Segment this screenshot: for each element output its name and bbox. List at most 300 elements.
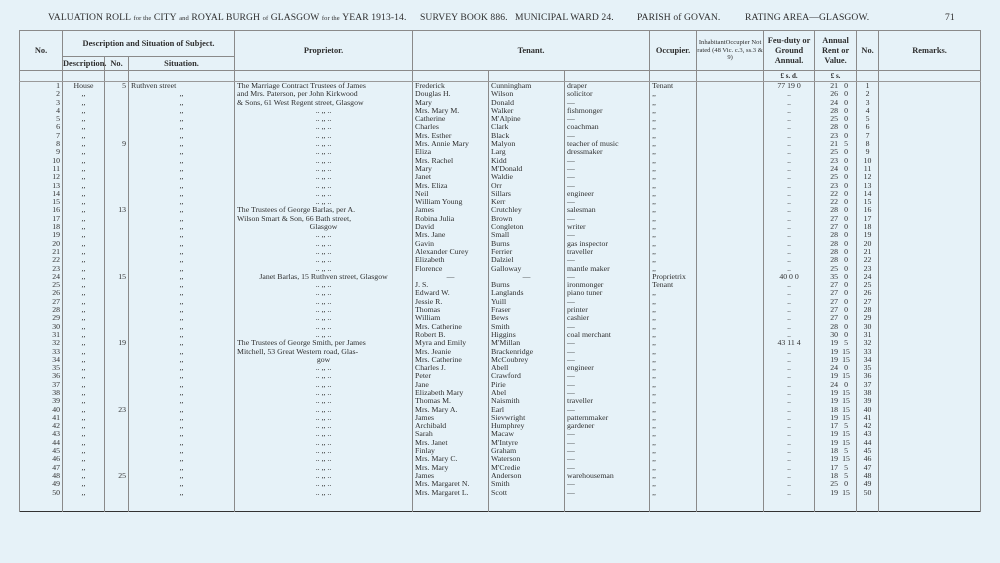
inhabitant-occupier bbox=[697, 140, 764, 148]
inhabitant-occupier bbox=[697, 256, 764, 264]
annual-rent bbox=[815, 422, 857, 430]
row-number: 26 bbox=[20, 289, 63, 297]
tenant-occupation: — bbox=[565, 215, 650, 223]
rent-pounds: 24 bbox=[830, 98, 839, 107]
rent-pounds: 24 bbox=[830, 364, 839, 373]
tenant-first-name: Mrs. Eliza bbox=[413, 182, 489, 190]
situation: ,, bbox=[129, 348, 235, 356]
row-number: 28 bbox=[20, 306, 63, 314]
annual-rent bbox=[815, 381, 857, 389]
situation: ,, bbox=[129, 306, 235, 314]
annual-rent bbox=[815, 165, 857, 173]
rent-pounds: 28 bbox=[830, 322, 839, 331]
tenant-surname: Cunningham bbox=[489, 82, 565, 91]
tenant-occupation: — bbox=[565, 165, 650, 173]
annual-rent bbox=[815, 198, 857, 206]
rent-pounds: 19 bbox=[830, 372, 839, 381]
row-number: 25 bbox=[20, 281, 63, 289]
tenant-surname: Sillars bbox=[489, 190, 565, 198]
inhabitant-occupier bbox=[697, 455, 764, 463]
row-number-right: 42 bbox=[857, 422, 879, 430]
situation: ,, bbox=[129, 314, 235, 322]
row-number-right: 3 bbox=[857, 99, 879, 107]
feu-duty: .. bbox=[764, 472, 815, 480]
occupier: ,, bbox=[650, 265, 697, 273]
row-number: 30 bbox=[20, 323, 63, 331]
description: ,, bbox=[63, 464, 105, 472]
tenant-surname: Black bbox=[489, 132, 565, 140]
rent-shillings: 0 bbox=[844, 173, 849, 182]
table-row bbox=[20, 447, 981, 455]
annual-rent bbox=[815, 430, 857, 438]
tenant-occupation: — bbox=[565, 115, 650, 123]
inhabitant-occupier bbox=[697, 190, 764, 198]
description: ,, bbox=[63, 123, 105, 131]
remarks bbox=[879, 132, 981, 140]
rent-shillings: 15 bbox=[842, 372, 850, 381]
situation: ,, bbox=[129, 265, 235, 273]
tenant-surname: Naismith bbox=[489, 397, 565, 405]
feu-duty: .. bbox=[764, 107, 815, 115]
description: ,, bbox=[63, 198, 105, 206]
row-number: 7 bbox=[20, 132, 63, 140]
occupier: ,, bbox=[650, 190, 697, 198]
annual-rent bbox=[815, 356, 857, 364]
remarks bbox=[879, 99, 981, 107]
tenant-surname: Abel bbox=[489, 389, 565, 397]
situation: ,, bbox=[129, 182, 235, 190]
tenant-first-name: Archibald bbox=[413, 422, 489, 430]
tenant-occupation: dressmaker bbox=[565, 148, 650, 156]
rent-shillings: 0 bbox=[844, 480, 849, 489]
street-number: 23 bbox=[105, 406, 129, 414]
tenant-occupation: — bbox=[565, 298, 650, 306]
proprietor: .. ,, .. bbox=[235, 231, 413, 239]
tenant-first-name: Jane bbox=[413, 381, 489, 389]
proprietor: .. ,, .. bbox=[235, 455, 413, 463]
table-row bbox=[20, 331, 981, 339]
annual-rent bbox=[815, 148, 857, 156]
remarks bbox=[879, 430, 981, 438]
situation: ,, bbox=[129, 381, 235, 389]
tenant-first-name: Frederick bbox=[413, 82, 489, 91]
proprietor: .. ,, .. bbox=[235, 314, 413, 322]
tenant-occupation: engineer bbox=[565, 190, 650, 198]
rent-shillings: 15 bbox=[842, 455, 850, 464]
rent-pounds: 21 bbox=[830, 81, 839, 90]
inhabitant-occupier bbox=[697, 240, 764, 248]
annual-rent bbox=[815, 107, 857, 115]
rent-shillings: 0 bbox=[844, 156, 849, 165]
tenant-first-name: James bbox=[413, 472, 489, 480]
row-number: 20 bbox=[20, 240, 63, 248]
row-number-right: 35 bbox=[857, 364, 879, 372]
rent-shillings: 15 bbox=[842, 488, 850, 497]
row-number: 42 bbox=[20, 422, 63, 430]
street-number: 9 bbox=[105, 140, 129, 148]
table-row bbox=[20, 372, 981, 380]
street-number bbox=[105, 173, 129, 181]
row-number: 10 bbox=[20, 157, 63, 165]
street-number bbox=[105, 115, 129, 123]
proprietor: gow bbox=[235, 356, 413, 364]
row-number-right: 20 bbox=[857, 240, 879, 248]
rent-pounds: 23 bbox=[830, 131, 839, 140]
feu-duty: .. bbox=[764, 248, 815, 256]
tenant-first-name: Robina Julia bbox=[413, 215, 489, 223]
rent-pounds: 19 bbox=[830, 339, 839, 348]
street-number bbox=[105, 289, 129, 297]
rent-pounds: 27 bbox=[830, 297, 839, 306]
proprietor: .. ,, .. bbox=[235, 190, 413, 198]
annual-rent bbox=[815, 455, 857, 463]
tenant-first-name: Mrs. Jeanie bbox=[413, 348, 489, 356]
title-part: for the bbox=[133, 15, 152, 22]
occupier: Proprietrix bbox=[650, 273, 697, 281]
row-number: 5 bbox=[20, 115, 63, 123]
annual-rent bbox=[815, 439, 857, 447]
inhabitant-occupier bbox=[697, 198, 764, 206]
situation: ,, bbox=[129, 140, 235, 148]
rent-pounds: 25 bbox=[830, 148, 839, 157]
table-row bbox=[20, 215, 981, 223]
rent-shillings: 15 bbox=[842, 430, 850, 439]
annual-rent bbox=[815, 123, 857, 131]
street-number bbox=[105, 157, 129, 165]
description: ,, bbox=[63, 430, 105, 438]
tenant-surname: Malyon bbox=[489, 140, 565, 148]
proprietor: .. ,, .. bbox=[235, 165, 413, 173]
proprietor: .. ,, .. bbox=[235, 256, 413, 264]
situation: ,, bbox=[129, 190, 235, 198]
feu-duty: .. bbox=[764, 364, 815, 372]
proprietor: Glasgow bbox=[235, 223, 413, 231]
street-number bbox=[105, 314, 129, 322]
page-number: 71 bbox=[945, 12, 955, 23]
inhabitant-occupier bbox=[697, 148, 764, 156]
description: ,, bbox=[63, 447, 105, 455]
remarks bbox=[879, 489, 981, 512]
rent-pounds: 19 bbox=[830, 438, 839, 447]
feu-duty: .. bbox=[764, 182, 815, 190]
situation: ,, bbox=[129, 215, 235, 223]
table-row bbox=[20, 422, 981, 430]
street-number bbox=[105, 381, 129, 389]
street-number bbox=[105, 99, 129, 107]
row-number-right: 11 bbox=[857, 165, 879, 173]
occupier: ,, bbox=[650, 132, 697, 140]
rent-units: £ s. bbox=[815, 71, 857, 82]
table-row bbox=[20, 123, 981, 131]
col-description: Description. bbox=[63, 57, 105, 71]
street-number bbox=[105, 215, 129, 223]
rent-pounds: 18 bbox=[830, 405, 839, 414]
proprietor: .. ,, .. bbox=[235, 480, 413, 488]
table-row bbox=[20, 165, 981, 173]
occupier: ,, bbox=[650, 206, 697, 214]
remarks bbox=[879, 182, 981, 190]
rent-shillings: 0 bbox=[844, 223, 849, 232]
tenant-surname: Anderson bbox=[489, 472, 565, 480]
feu-duty: .. bbox=[764, 489, 815, 512]
proprietor: .. ,, .. bbox=[235, 331, 413, 339]
tenant-occupation: — bbox=[565, 406, 650, 414]
remarks bbox=[879, 148, 981, 156]
proprietor: .. ,, .. bbox=[235, 298, 413, 306]
occupier: ,, bbox=[650, 439, 697, 447]
annual-rent bbox=[815, 223, 857, 231]
remarks bbox=[879, 115, 981, 123]
street-number bbox=[105, 132, 129, 140]
tenant-first-name: Neil bbox=[413, 190, 489, 198]
situation: ,, bbox=[129, 455, 235, 463]
proprietor: .. ,, .. bbox=[235, 372, 413, 380]
street-number bbox=[105, 240, 129, 248]
feu-duty: .. bbox=[764, 381, 815, 389]
proprietor: The Marriage Contract Trustees of James bbox=[235, 82, 413, 91]
row-number: 37 bbox=[20, 381, 63, 389]
inhabitant-occupier bbox=[697, 372, 764, 380]
description: ,, bbox=[63, 314, 105, 322]
table-row bbox=[20, 489, 981, 512]
street-number: 19 bbox=[105, 339, 129, 347]
table-row bbox=[20, 306, 981, 314]
rent-pounds: 26 bbox=[830, 90, 839, 99]
feu-duty: .. bbox=[764, 314, 815, 322]
table-row bbox=[20, 240, 981, 248]
proprietor: .. ,, .. bbox=[235, 323, 413, 331]
rent-pounds: 27 bbox=[830, 281, 839, 290]
row-number-right: 12 bbox=[857, 173, 879, 181]
tenant-first-name: Thomas bbox=[413, 306, 489, 314]
tenant-occupation: teacher of music bbox=[565, 140, 650, 148]
tenant-surname: M'Intyre bbox=[489, 439, 565, 447]
row-number-right: 2 bbox=[857, 90, 879, 98]
street-number bbox=[105, 348, 129, 356]
remarks bbox=[879, 240, 981, 248]
tenant-first-name: Alexander Curey bbox=[413, 248, 489, 256]
situation: ,, bbox=[129, 256, 235, 264]
situation: ,, bbox=[129, 240, 235, 248]
proprietor: The Trustees of George Barlas, per A. bbox=[235, 206, 413, 214]
rent-pounds: 25 bbox=[830, 173, 839, 182]
street-number bbox=[105, 447, 129, 455]
description: ,, bbox=[63, 215, 105, 223]
tenant-occupation: — bbox=[565, 339, 650, 347]
tenant-first-name: Elizabeth Mary bbox=[413, 389, 489, 397]
tenant-occupation: — bbox=[565, 464, 650, 472]
occupier: ,, bbox=[650, 90, 697, 98]
table-row bbox=[20, 364, 981, 372]
title-part: GLASGOW bbox=[270, 12, 320, 23]
row-number: 11 bbox=[20, 165, 63, 173]
annual-rent bbox=[815, 157, 857, 165]
rent-pounds: 19 bbox=[830, 355, 839, 364]
feu-duty: 43 11 4 bbox=[764, 339, 815, 347]
street-number bbox=[105, 480, 129, 488]
annual-rent bbox=[815, 240, 857, 248]
occupier: ,, bbox=[650, 256, 697, 264]
inhabitant-occupier bbox=[697, 323, 764, 331]
proprietor: .. ,, .. bbox=[235, 289, 413, 297]
proprietor: .. ,, .. bbox=[235, 132, 413, 140]
description: ,, bbox=[63, 439, 105, 447]
rent-pounds: 23 bbox=[830, 156, 839, 165]
description: ,, bbox=[63, 248, 105, 256]
street-number bbox=[105, 298, 129, 306]
row-number-right: 5 bbox=[857, 115, 879, 123]
occupier: ,, bbox=[650, 489, 697, 512]
row-number-right: 16 bbox=[857, 206, 879, 214]
street-number bbox=[105, 165, 129, 173]
description: ,, bbox=[63, 90, 105, 98]
street-number bbox=[105, 148, 129, 156]
remarks bbox=[879, 298, 981, 306]
inhabitant-occupier bbox=[697, 289, 764, 297]
feu-duty: .. bbox=[764, 447, 815, 455]
street-number bbox=[105, 397, 129, 405]
tenant-surname: Pirie bbox=[489, 381, 565, 389]
street-number bbox=[105, 107, 129, 115]
tenant-occupation: writer bbox=[565, 223, 650, 231]
proprietor: .. ,, .. bbox=[235, 364, 413, 372]
situation: ,, bbox=[129, 430, 235, 438]
table-row bbox=[20, 406, 981, 414]
tenant-surname: Brackenridge bbox=[489, 348, 565, 356]
row-number-right: 18 bbox=[857, 223, 879, 231]
annual-rent bbox=[815, 173, 857, 181]
annual-rent bbox=[815, 372, 857, 380]
row-number-right: 34 bbox=[857, 356, 879, 364]
rent-shillings: 5 bbox=[844, 339, 849, 348]
row-number-right: 1 bbox=[857, 82, 879, 91]
occupier: ,, bbox=[650, 314, 697, 322]
occupier: ,, bbox=[650, 248, 697, 256]
feu-duty: .. bbox=[764, 323, 815, 331]
rent-pounds: 28 bbox=[830, 123, 839, 132]
occupier: ,, bbox=[650, 240, 697, 248]
row-number-right: 44 bbox=[857, 439, 879, 447]
description: ,, bbox=[63, 240, 105, 248]
row-number-right: 10 bbox=[857, 157, 879, 165]
rent-pounds: 19 bbox=[830, 388, 839, 397]
title-part: of bbox=[262, 15, 269, 22]
annual-rent bbox=[815, 231, 857, 239]
tenant-first-name: David bbox=[413, 223, 489, 231]
inhabitant-occupier bbox=[697, 115, 764, 123]
valuation-table bbox=[19, 30, 981, 512]
tenant-occupation: coachman bbox=[565, 123, 650, 131]
row-number-right: 37 bbox=[857, 381, 879, 389]
tenant-first-name: Mrs. Mary bbox=[413, 464, 489, 472]
tenant-first-name: Douglas H. bbox=[413, 90, 489, 98]
tenant-surname: Clark bbox=[489, 123, 565, 131]
street-number bbox=[105, 248, 129, 256]
occupier: ,, bbox=[650, 223, 697, 231]
col-desc-group: Description and Situation of Subject. bbox=[63, 31, 235, 57]
feu-duty: .. bbox=[764, 165, 815, 173]
proprietor: .. ,, .. bbox=[235, 115, 413, 123]
occupier: ,, bbox=[650, 173, 697, 181]
inhabitant-occupier bbox=[697, 472, 764, 480]
street-number bbox=[105, 123, 129, 131]
situation: ,, bbox=[129, 231, 235, 239]
tenant-first-name: Mrs. Margaret N. bbox=[413, 480, 489, 488]
row-number-right: 23 bbox=[857, 265, 879, 273]
tenant-surname: Higgins bbox=[489, 331, 565, 339]
rent-shillings: 0 bbox=[844, 272, 849, 281]
street-number bbox=[105, 356, 129, 364]
tenant-first-name: Mrs. Catherine bbox=[413, 323, 489, 331]
tenant-occupation: solicitor bbox=[565, 90, 650, 98]
situation: ,, bbox=[129, 206, 235, 214]
tenant-surname: Small bbox=[489, 231, 565, 239]
inhabitant-occupier bbox=[697, 173, 764, 181]
rent-shillings: 0 bbox=[844, 181, 849, 190]
remarks bbox=[879, 123, 981, 131]
annual-rent bbox=[815, 132, 857, 140]
tenant-surname: — bbox=[489, 273, 565, 281]
rent-shillings: 0 bbox=[844, 115, 849, 124]
row-number: 36 bbox=[20, 372, 63, 380]
situation: ,, bbox=[129, 364, 235, 372]
annual-rent bbox=[815, 306, 857, 314]
description: ,, bbox=[63, 414, 105, 422]
situation: ,, bbox=[129, 298, 235, 306]
street-number bbox=[105, 331, 129, 339]
street-number: 5 bbox=[105, 82, 129, 91]
table-row bbox=[20, 381, 981, 389]
feu-duty: .. bbox=[764, 372, 815, 380]
rent-shillings: 15 bbox=[842, 355, 850, 364]
rent-shillings: 0 bbox=[844, 198, 849, 207]
situation: ,, bbox=[129, 132, 235, 140]
table-row bbox=[20, 256, 981, 264]
inhabitant-occupier bbox=[697, 107, 764, 115]
row-number: 33 bbox=[20, 348, 63, 356]
row-number: 35 bbox=[20, 364, 63, 372]
description: ,, bbox=[63, 107, 105, 115]
annual-rent bbox=[815, 323, 857, 331]
occupier: ,, bbox=[650, 348, 697, 356]
remarks bbox=[879, 281, 981, 289]
rent-pounds: 22 bbox=[830, 198, 839, 207]
description: ,, bbox=[63, 381, 105, 389]
col-situation: Situation. bbox=[129, 57, 235, 71]
tenant-surname: Walker bbox=[489, 107, 565, 115]
tenant-occupation: warehouseman bbox=[565, 472, 650, 480]
row-number: 9 bbox=[20, 148, 63, 156]
tenant-surname: Dalziel bbox=[489, 256, 565, 264]
row-number: 27 bbox=[20, 298, 63, 306]
description: ,, bbox=[63, 190, 105, 198]
rent-shillings: 0 bbox=[844, 264, 849, 273]
annual-rent bbox=[815, 140, 857, 148]
inhabitant-occupier bbox=[697, 430, 764, 438]
tenant-occupation: salesman bbox=[565, 206, 650, 214]
annual-rent bbox=[815, 281, 857, 289]
occupier: ,, bbox=[650, 323, 697, 331]
annual-rent bbox=[815, 464, 857, 472]
tenant-surname: Abell bbox=[489, 364, 565, 372]
rent-shillings: 0 bbox=[844, 214, 849, 223]
proprietor: .. ,, .. bbox=[235, 148, 413, 156]
row-number-right: 45 bbox=[857, 447, 879, 455]
occupier: ,, bbox=[650, 406, 697, 414]
row-number: 4 bbox=[20, 107, 63, 115]
tenant-surname: M'Alpine bbox=[489, 115, 565, 123]
row-number-right: 15 bbox=[857, 198, 879, 206]
